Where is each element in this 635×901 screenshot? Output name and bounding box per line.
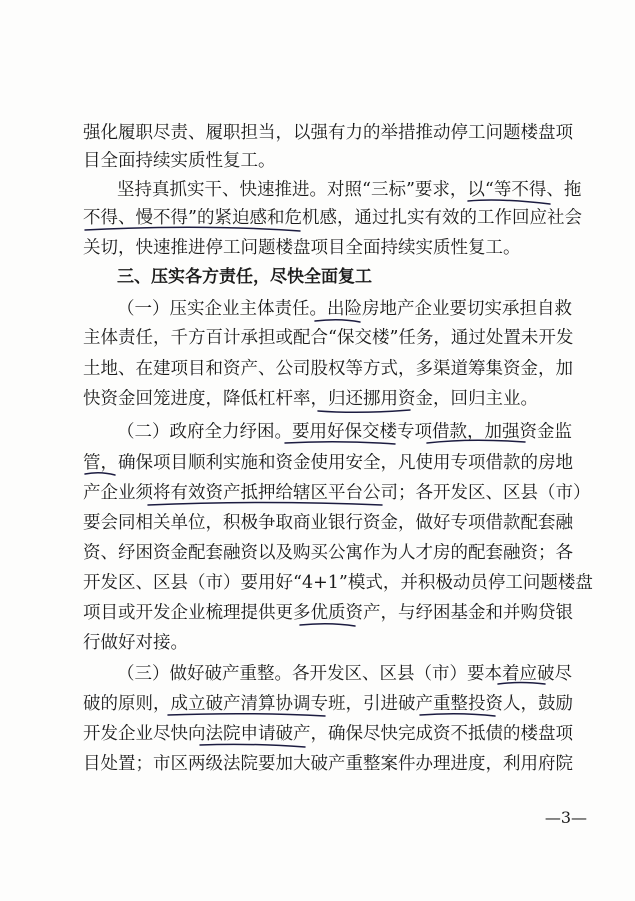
text-line: 不得、慢不得”的紧迫感和危机感，通过扎实有效的工作回应社会 xyxy=(83,208,582,228)
text-line: 土地、在建项目和资产、公司股权等方式，多渠道筹集资金，加 xyxy=(83,359,573,379)
text-line: （一）压实企业主体责任。出险房地产企业要切实承担自救 xyxy=(117,299,572,319)
text-line: 坚持真抓实干、快速推进。对照“三标”要求，以“等不得、拖 xyxy=(117,180,582,200)
page-number: —3— xyxy=(544,808,587,827)
text-line: 管，确保项目顺利实施和资金使用安全，凡使用专项借款的房地 xyxy=(83,453,573,473)
text-line: 主体责任，千方百计承担或配合“保交楼”任务，通过处置未开发 xyxy=(83,328,574,348)
text-line: 资、纾困资金配套融资以及购买公寓作为人才房的配套融资；各 xyxy=(83,543,573,563)
text-line: 开发企业尽快向法院申请破产，确保尽快完成资不抵债的楼盘项 xyxy=(83,724,573,744)
text-line: （三）做好破产重整。各开发区、区县（市）要本着应破尽 xyxy=(117,664,572,684)
underline-mark xyxy=(318,410,410,412)
section-heading: 三、压实各方责任，尽快全面复工 xyxy=(117,267,372,287)
underline-mark xyxy=(315,320,360,322)
text-line: 目全面持续实质性复工。 xyxy=(83,151,276,171)
text-line: 要会同相关单位，积极争取商业银行资金，做好专项借款配套融 xyxy=(83,513,573,533)
underline-mark xyxy=(300,624,355,626)
text-line: （二）政府全力纾困。要用好保交楼专项借款，加强资金监 xyxy=(117,422,572,442)
text-line: 强化履职尽责、履职担当，以强有力的举措推动停工问题楼盘项 xyxy=(83,123,573,143)
text-line: 开发区、区县（市）要用好“4+1”模式，并积极动员停工问题楼盘 xyxy=(83,573,593,593)
text-line: 关切，快速推进停工问题楼盘项目全面持续实质性复工。 xyxy=(83,238,521,258)
text-line: 产企业须将有效资产抵押给辖区平台公司；各开发区、区县（市） xyxy=(83,483,591,503)
text-line: 破的原则，成立破产清算协调专班，引进破产重整投资人，鼓励 xyxy=(83,694,573,714)
text-line: 项目或开发企业梳理提供更多优质资产，与纾困基金和并购贷银 xyxy=(83,603,573,623)
text-line: 行做好对接。 xyxy=(83,633,188,653)
text-line: 快资金回笼进度，降低杠杆率，归还挪用资金，回归主业。 xyxy=(83,389,538,409)
text-line: 目处置；市区两级法院要加大破产重整案件办理进度，利用府院 xyxy=(83,754,573,774)
